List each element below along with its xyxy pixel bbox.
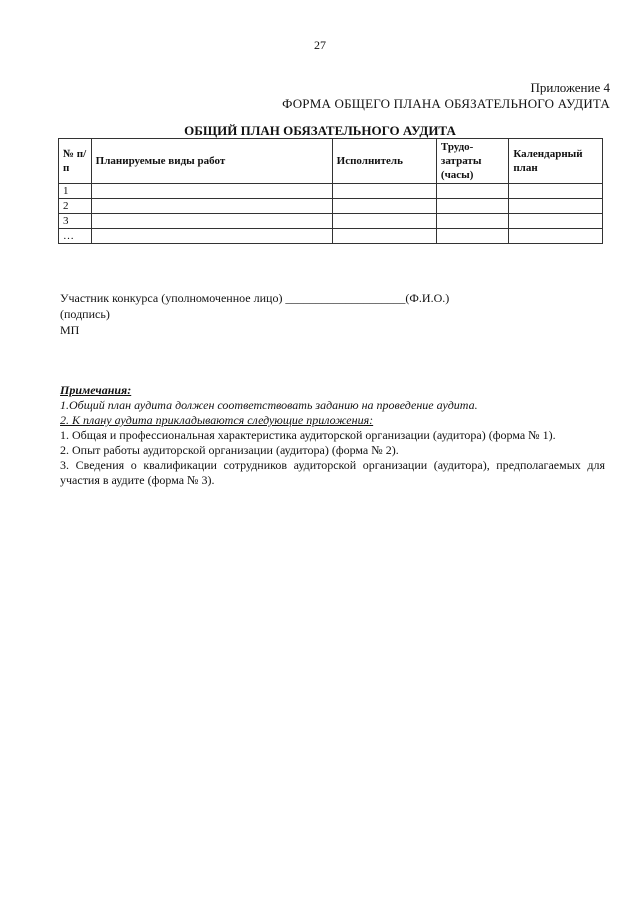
cell-executor xyxy=(332,229,436,244)
table-row xyxy=(59,214,603,229)
cell-executor xyxy=(332,199,436,214)
cell-calendar xyxy=(509,184,603,199)
row-number: 1 xyxy=(59,184,92,199)
signature-label: (подпись) xyxy=(60,307,110,321)
cell-labor xyxy=(436,199,508,214)
notes-item-2: 2. Опыт работы аудиторской организации (аудитора) (форма № 2). xyxy=(60,443,399,457)
header-num: № п/п xyxy=(59,139,92,184)
notes-section xyxy=(60,383,605,488)
table-row xyxy=(59,229,603,244)
stamp-label: МП xyxy=(60,323,80,337)
row-number: … xyxy=(59,229,92,244)
cell-calendar xyxy=(509,214,603,229)
cell-labor xyxy=(436,229,508,244)
cell-work xyxy=(91,184,332,199)
cell-work xyxy=(91,229,332,244)
notes-heading: Примечания: xyxy=(60,383,132,397)
appendix-label: Приложение 4 xyxy=(530,80,610,95)
cell-labor xyxy=(436,184,508,199)
notes-line-2: 2. К плану аудита прикладываются следующие приложения: xyxy=(60,413,374,427)
table-row xyxy=(59,199,603,214)
cell-labor xyxy=(436,214,508,229)
cell-work xyxy=(91,214,332,229)
cell-executor xyxy=(332,214,436,229)
cell-executor xyxy=(332,184,436,199)
form-title: ФОРМА ОБЩЕГО ПЛАНА ОБЯЗАТЕЛЬНОГО АУДИТА xyxy=(282,96,610,111)
table-header-row xyxy=(59,139,603,184)
header-calendar: Календарный план xyxy=(509,139,603,184)
table-row xyxy=(59,184,603,199)
row-number: 2 xyxy=(59,199,92,214)
header-executor: Исполнитель xyxy=(332,139,436,184)
row-number: 3 xyxy=(59,214,92,229)
cell-calendar xyxy=(509,229,603,244)
page-number: 27 xyxy=(314,38,326,52)
audit-plan-table xyxy=(58,138,603,244)
notes-item-1: 1. Общая и профессиональная характеристика аудиторской организации (аудитора) (форма № 1). xyxy=(60,428,556,442)
cell-calendar xyxy=(509,199,603,214)
header-work: Планируемые виды работ xyxy=(91,139,332,184)
participant-line: Участник конкурса (уполномоченное лицо) ____________________(Ф.И.О.) xyxy=(60,291,450,305)
notes-line-1: 1.Общий план аудита должен соответствовать заданию на проведение аудита. xyxy=(60,398,478,412)
cell-work xyxy=(91,199,332,214)
notes-item-3: 3. Сведения о квалификации сотрудников аудиторской организации (аудитора), предполагаемых для участия в аудите (форма № 3). xyxy=(60,458,605,487)
header-labor: Трудо-затраты (часы) xyxy=(436,139,508,184)
plan-title: ОБЩИЙ ПЛАН ОБЯЗАТЕЛЬНОГО АУДИТА xyxy=(184,123,456,138)
